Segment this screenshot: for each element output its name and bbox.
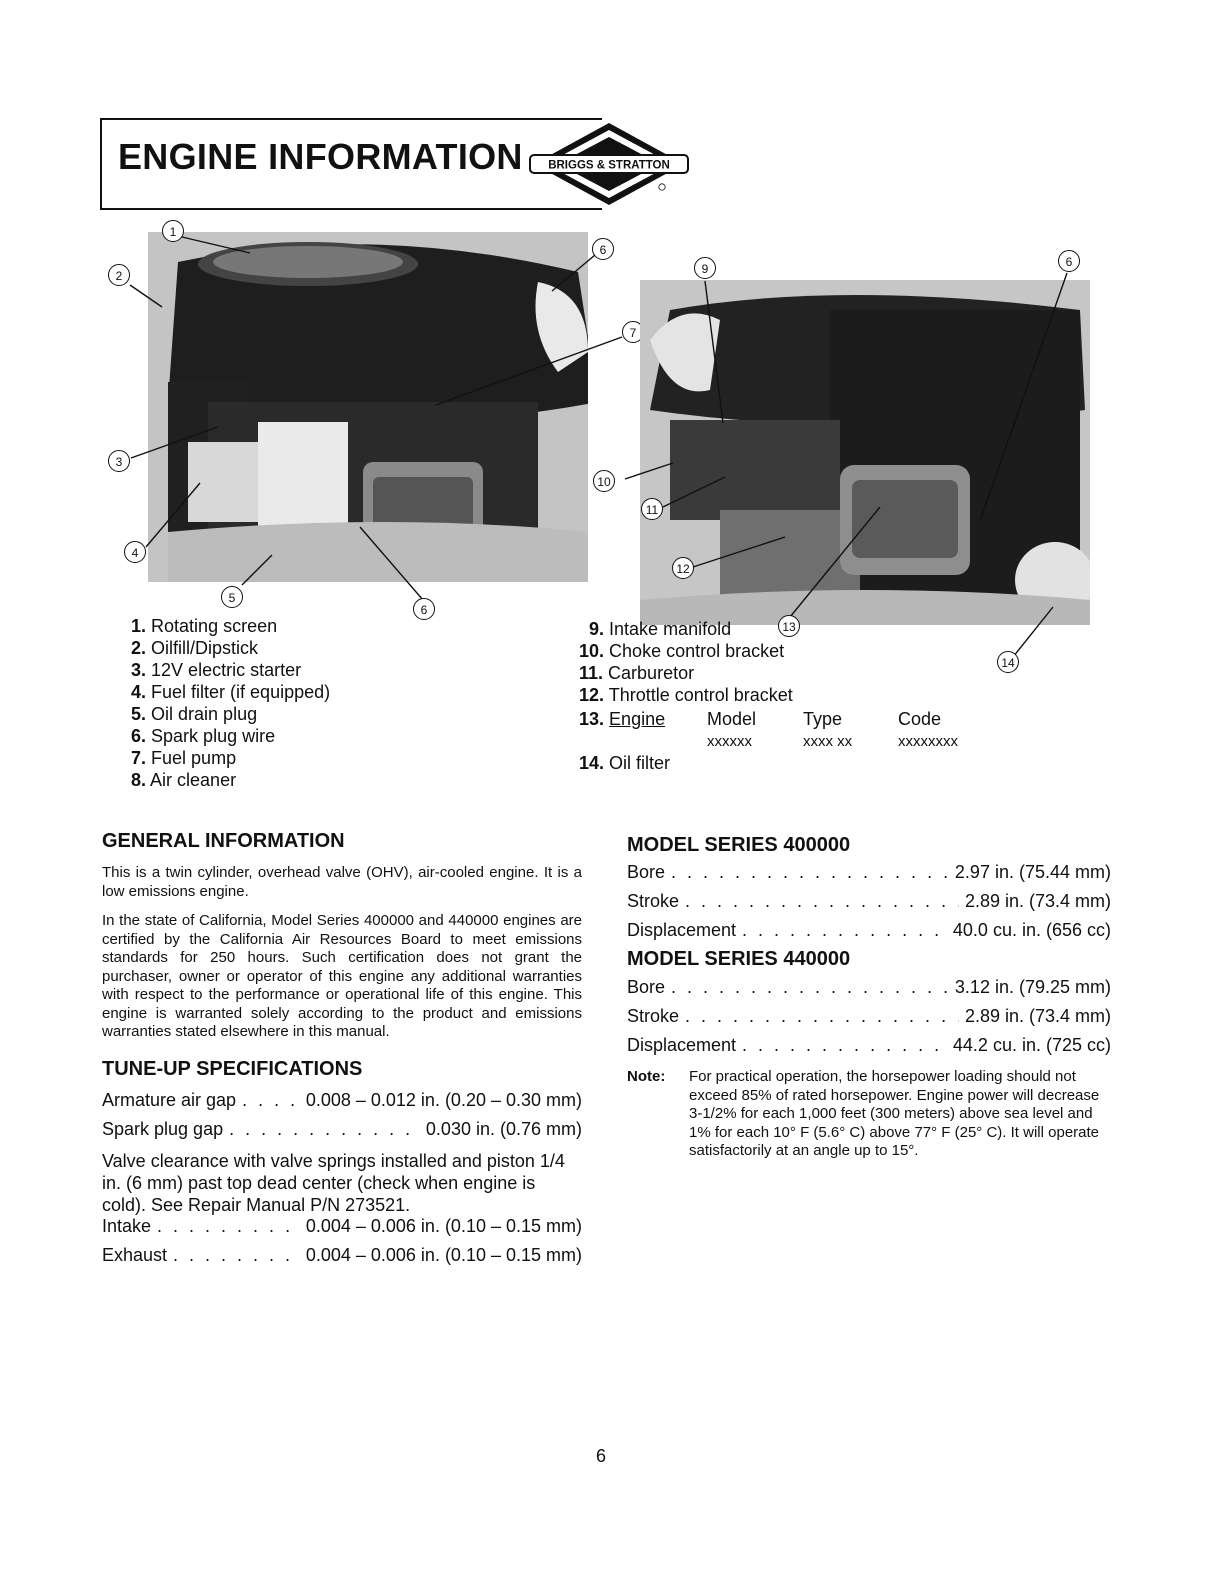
list-item: 6. Spark plug wire [131, 726, 276, 746]
list-item: 12. Throttle control bracket [579, 685, 793, 705]
spec-displacement-440: Displacement . . . 44.2 cu. in. (725 cc) [627, 1035, 1111, 1056]
list-item: 14. Oil filter [579, 753, 671, 773]
parts-list-left [131, 615, 330, 791]
engine-type-head: Type [803, 709, 843, 729]
briggs-stratton-logo [526, 121, 692, 207]
engine-code-head: Code [898, 709, 942, 729]
engine-code-value: xxxxxxxx [898, 733, 958, 750]
list-item: 2. Oilfill/Dipstick [131, 638, 259, 658]
general-info-p1: This is a twin cylinder, overhead valve (OHV), air-cooled engine. It is a low emissions engine. [102, 864, 582, 900]
series-400000-heading: MODEL SERIES 400000 [627, 834, 851, 856]
left-leader-lines [100, 215, 660, 625]
callout-5: 5 [221, 586, 243, 608]
spec-spark-plug: Spark plug gap . . . 0.030 in. (0.76 mm) [102, 1119, 582, 1140]
engine-model-head: Model [707, 709, 757, 729]
list-item: 11. Carburetor [579, 663, 695, 683]
callout-14: 14 [997, 651, 1019, 673]
series-440000-heading: MODEL SERIES 440000 [627, 948, 851, 970]
callout-1: 1 [162, 220, 184, 242]
general-info-p2: In the state of California, Model Series 400000 and 440000 engines are certified by the California Air Resources Board to meet emissions standards for 250 hours. Such certification does not grant the purchaser, owner or operator of this engine any additional warranties with respect to the performance or operational life of this engine. This engine is warranted solely according to the product and emissions warranties stated elsewhere in this manual. [102, 912, 582, 1040]
logo-text: BRIGGS & STRATTON [548, 159, 670, 172]
spec-displacement-400: Displacement . . . 40.0 cu. in. (656 cc) [627, 920, 1111, 941]
callout-4: 4 [124, 541, 146, 563]
callout-6b: 6 [592, 238, 614, 260]
callout-3: 3 [108, 450, 130, 472]
page-title: ENGINE INFORMATION [118, 136, 523, 177]
spec-intake: Intake . . . 0.004 – 0.006 in. (0.10 – 0.15 mm) [102, 1216, 582, 1237]
spec-bore-400: Bore . . . 2.97 in. (75.44 mm) [627, 862, 1111, 883]
list-item: 10. Choke control bracket [579, 641, 785, 661]
note-label: Note: [627, 1068, 666, 1085]
valve-clearance-text: Valve clearance with valve springs installed and piston 1/4 in. (6 mm) past top dead center (check when engine is cold). See Repair Manual P/N 273521. [102, 1151, 565, 1215]
callout-10: 10 [593, 470, 615, 492]
callout-6a: 6 [413, 598, 435, 620]
list-item: 9. Intake manifold [589, 619, 732, 639]
callout-6c: 6 [1058, 250, 1080, 272]
callout-7: 7 [622, 321, 644, 343]
list-item: 8. Air cleaner [131, 770, 237, 790]
engine-type-value: xxxx xx [803, 733, 853, 750]
list-item: 7. Fuel pump [131, 748, 237, 768]
note-text: For practical operation, the horsepower loading should not exceed 85% of rated horsepower. Engine power will decrease 3-1/2% for each 1,000 feet (300 meters) above sea level and 1% for each 10° F (5.6° C) above 77° F (25° C). It will operate satisfactorily at an angle up to 15°. [689, 1068, 1100, 1159]
page-number: 6 [596, 1446, 607, 1466]
callout-11: 11 [641, 498, 663, 520]
engine-model-value: xxxxxx [707, 733, 752, 750]
callout-9: 9 [694, 257, 716, 279]
spec-armature: Armature air gap . . . 0.008 – 0.012 in. (0.20 – 0.30 mm) [102, 1090, 582, 1111]
general-info-heading: GENERAL INFORMATION [102, 830, 345, 852]
list-item: 5. Oil drain plug [131, 704, 258, 724]
list-item: 3. 12V electric starter [131, 660, 302, 680]
spec-stroke-400: Stroke . . . 2.89 in. (73.4 mm) [627, 891, 1111, 912]
spec-exhaust: Exhaust . . . 0.004 – 0.006 in. (0.10 – 0.15 mm) [102, 1245, 582, 1266]
callout-13: 13 [778, 615, 800, 637]
list-item-engine: 13. Engine [579, 709, 666, 729]
callout-12: 12 [672, 557, 694, 579]
list-item: 1. Rotating screen [131, 616, 278, 636]
spec-bore-440: Bore . . . 3.12 in. (79.25 mm) [627, 977, 1111, 998]
spec-stroke-440: Stroke . . . 2.89 in. (73.4 mm) [627, 1006, 1111, 1027]
tuneup-heading: TUNE-UP SPECIFICATIONS [102, 1058, 363, 1080]
callout-2: 2 [108, 264, 130, 286]
list-item: 4. Fuel filter (if equipped) [131, 682, 331, 702]
